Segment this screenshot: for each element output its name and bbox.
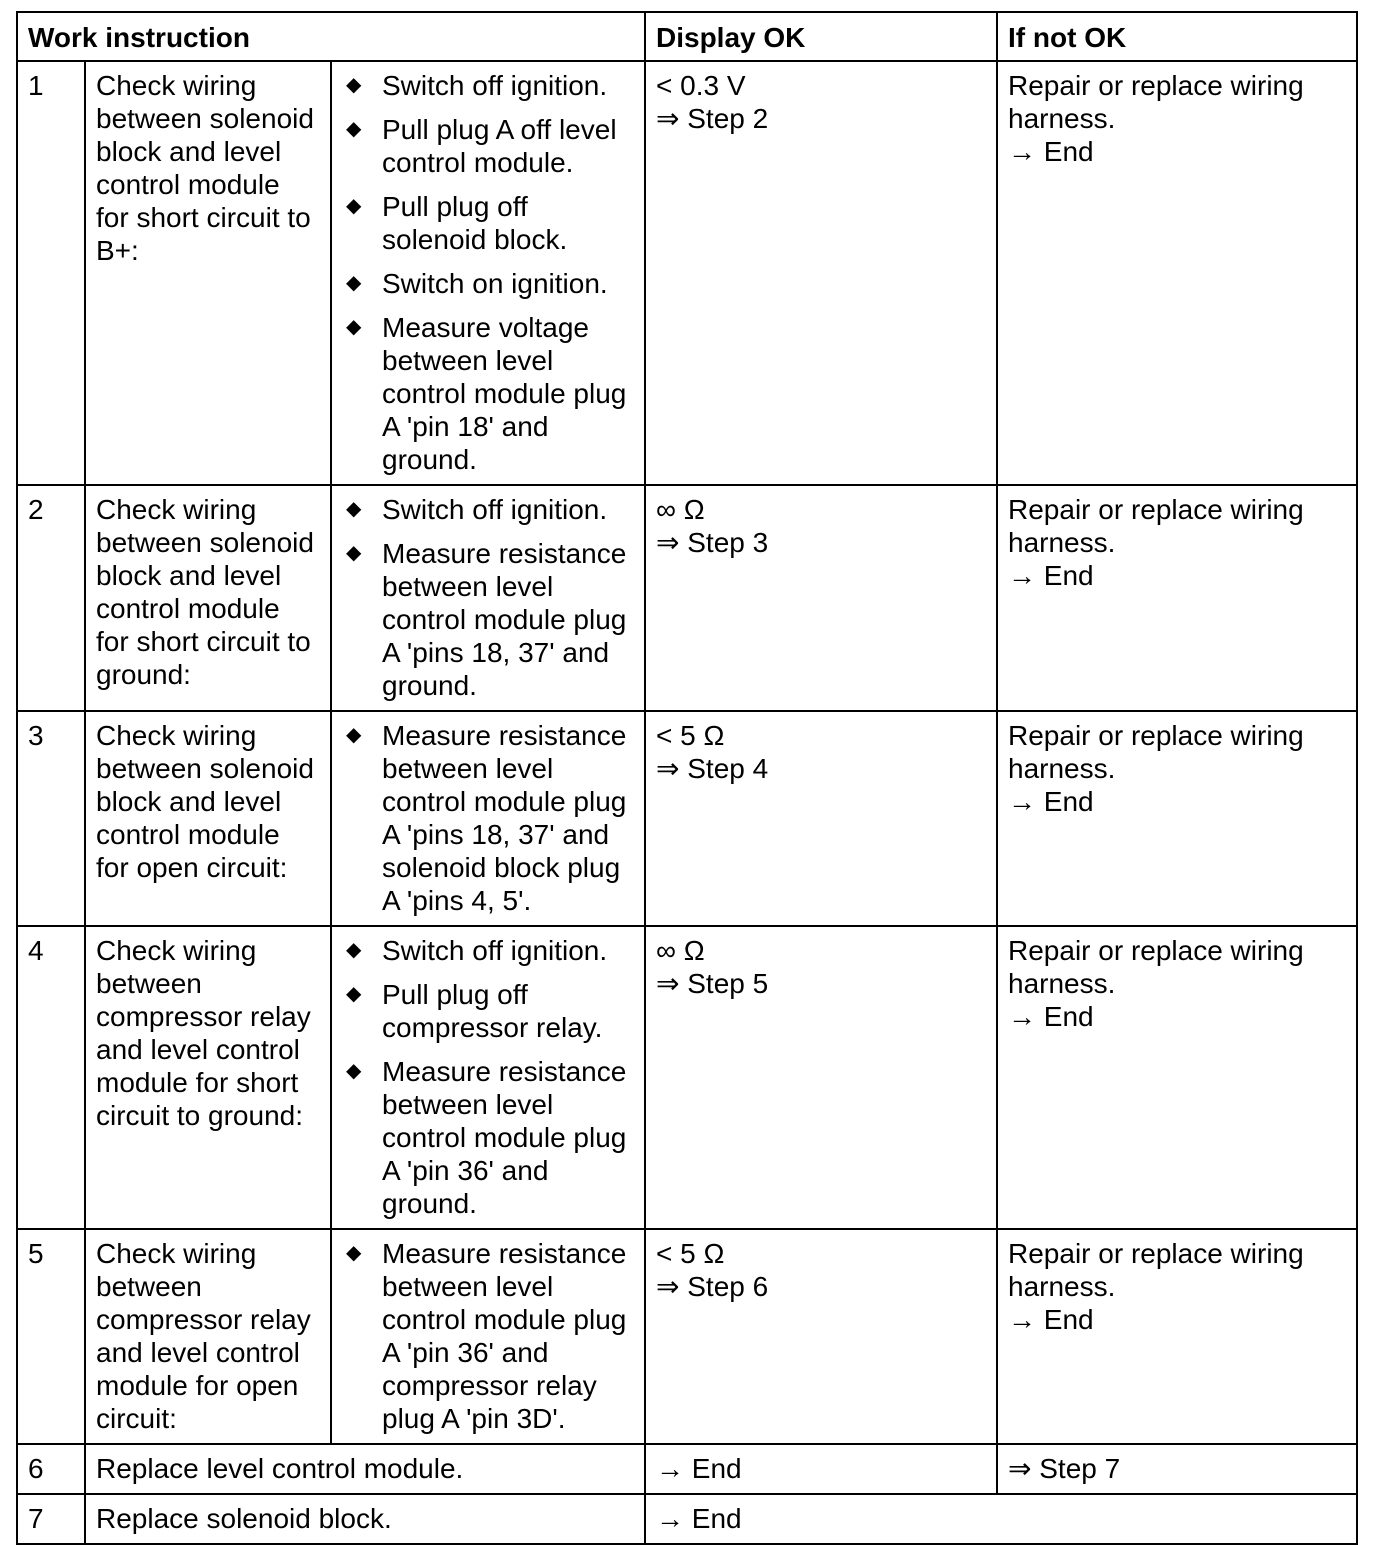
action-text: Switch on ignition.: [382, 268, 608, 299]
diamond-bullet-icon: ◆: [346, 983, 362, 1005]
diamond-bullet-icon: ◆: [346, 195, 362, 217]
diamond-bullet-icon: ◆: [346, 939, 362, 961]
list-item: [342, 1237, 634, 1435]
diamond-bullet-icon: ◆: [346, 118, 362, 140]
table-row: [17, 485, 1357, 711]
list-item: [342, 1055, 634, 1220]
step-instruction: Replace level control module.: [85, 1444, 645, 1494]
step-actions: [331, 926, 645, 1229]
step-number: 7: [17, 1494, 85, 1544]
table-row: [17, 61, 1357, 485]
if-not-ok-text: Repair or replace wiring harness.: [1008, 720, 1304, 784]
step-actions: [331, 485, 645, 711]
display-ok-next-step: ⇒ Step 2: [656, 103, 769, 134]
action-text: Measure resistance between level control module plug A 'pin 36' and ground.: [382, 1056, 627, 1219]
step-description: Check wiring between compressor relay and level control module for short circuit to ground:: [85, 926, 331, 1229]
if-not-ok-cell: [997, 61, 1357, 485]
display-ok-cell: [645, 711, 997, 926]
diamond-bullet-icon: ◆: [346, 498, 362, 520]
list-item: [342, 537, 634, 702]
work-instruction-table: [16, 11, 1358, 1545]
list-item: [342, 190, 634, 256]
step-number: 2: [17, 485, 85, 711]
step-actions: [331, 711, 645, 926]
display-ok-cell: [645, 1229, 997, 1444]
if-not-ok-next: → End: [1008, 1001, 1094, 1032]
list-item: [342, 267, 634, 300]
step-instruction: Replace solenoid block.: [85, 1494, 645, 1544]
if-not-ok-cell: ⇒ Step 7: [997, 1444, 1357, 1494]
step-actions: [331, 61, 645, 485]
if-not-ok-cell: [997, 926, 1357, 1229]
header-work-instruction: Work instruction: [17, 12, 645, 61]
table-row: [17, 1444, 1357, 1494]
display-ok-value: < 5 Ω: [656, 1238, 725, 1269]
action-text: Pull plug off solenoid block.: [382, 191, 568, 255]
display-ok-value: ∞ Ω: [656, 494, 705, 525]
action-text: Switch off ignition.: [382, 935, 608, 966]
diamond-bullet-icon: ◆: [346, 316, 362, 338]
action-text: Measure resistance between level control module plug A 'pin 36' and compressor relay plug A 'pin 3D'.: [382, 1238, 627, 1434]
display-ok-cell: [645, 926, 997, 1229]
list-item: [342, 311, 634, 476]
table-row: [17, 926, 1357, 1229]
action-text: Pull plug A off level control module.: [382, 114, 617, 178]
step-number: 3: [17, 711, 85, 926]
step-description: Check wiring between solenoid block and level control module for short circuit to B+:: [85, 61, 331, 485]
diamond-bullet-icon: ◆: [346, 272, 362, 294]
table-row: [17, 1229, 1357, 1444]
action-text: Switch off ignition.: [382, 494, 608, 525]
header-if-not-ok: If not OK: [997, 12, 1357, 61]
header-display-ok: Display OK: [645, 12, 997, 61]
action-text: Measure resistance between level control module plug A 'pins 18, 37' and ground.: [382, 538, 627, 701]
table-row: [17, 1494, 1357, 1544]
display-ok-cell: [645, 485, 997, 711]
list-item: [342, 978, 634, 1044]
step-actions: [331, 1229, 645, 1444]
header-row: [17, 12, 1357, 61]
diamond-bullet-icon: ◆: [346, 542, 362, 564]
list-item: [342, 719, 634, 917]
list-item: [342, 493, 634, 526]
step-description: Check wiring between solenoid block and level control module for short circuit to ground:: [85, 485, 331, 711]
list-item: [342, 113, 634, 179]
diamond-bullet-icon: ◆: [346, 74, 362, 96]
if-not-ok-next: → End: [1008, 136, 1094, 167]
display-ok-cell: → End: [645, 1494, 1357, 1544]
step-number: 4: [17, 926, 85, 1229]
display-ok-value: ∞ Ω: [656, 935, 705, 966]
display-ok-next-step: ⇒ Step 6: [656, 1271, 769, 1302]
display-ok-next-step: ⇒ Step 3: [656, 527, 769, 558]
display-ok-next-step: ⇒ Step 4: [656, 753, 769, 784]
step-number: 6: [17, 1444, 85, 1494]
diamond-bullet-icon: ◆: [346, 1060, 362, 1082]
display-ok-cell: [645, 61, 997, 485]
table-row: [17, 711, 1357, 926]
if-not-ok-next: → End: [1008, 1304, 1094, 1335]
if-not-ok-text: Repair or replace wiring harness.: [1008, 494, 1304, 558]
step-number: 5: [17, 1229, 85, 1444]
if-not-ok-next: → End: [1008, 560, 1094, 591]
display-ok-next-step: ⇒ Step 5: [656, 968, 769, 999]
list-item: [342, 69, 634, 102]
step-description: Check wiring between solenoid block and level control module for open circuit:: [85, 711, 331, 926]
display-ok-cell: → End: [645, 1444, 997, 1494]
if-not-ok-cell: [997, 1229, 1357, 1444]
diamond-bullet-icon: ◆: [346, 1242, 362, 1264]
if-not-ok-next: → End: [1008, 786, 1094, 817]
step-description: Check wiring between compressor relay and level control module for open circuit:: [85, 1229, 331, 1444]
action-text: Switch off ignition.: [382, 70, 608, 101]
list-item: [342, 934, 634, 967]
step-number: 1: [17, 61, 85, 485]
display-ok-value: < 0.3 V: [656, 70, 746, 101]
if-not-ok-text: Repair or replace wiring harness.: [1008, 1238, 1304, 1302]
if-not-ok-text: Repair or replace wiring harness.: [1008, 70, 1304, 134]
if-not-ok-text: Repair or replace wiring harness.: [1008, 935, 1304, 999]
diamond-bullet-icon: ◆: [346, 724, 362, 746]
if-not-ok-cell: [997, 485, 1357, 711]
action-text: Measure resistance between level control module plug A 'pins 18, 37' and solenoid block plug A 'pins 4, 5'.: [382, 720, 627, 916]
display-ok-value: < 5 Ω: [656, 720, 725, 751]
action-text: Measure voltage between level control module plug A 'pin 18' and ground.: [382, 312, 627, 475]
action-text: Pull plug off compressor relay.: [382, 979, 603, 1043]
if-not-ok-cell: [997, 711, 1357, 926]
